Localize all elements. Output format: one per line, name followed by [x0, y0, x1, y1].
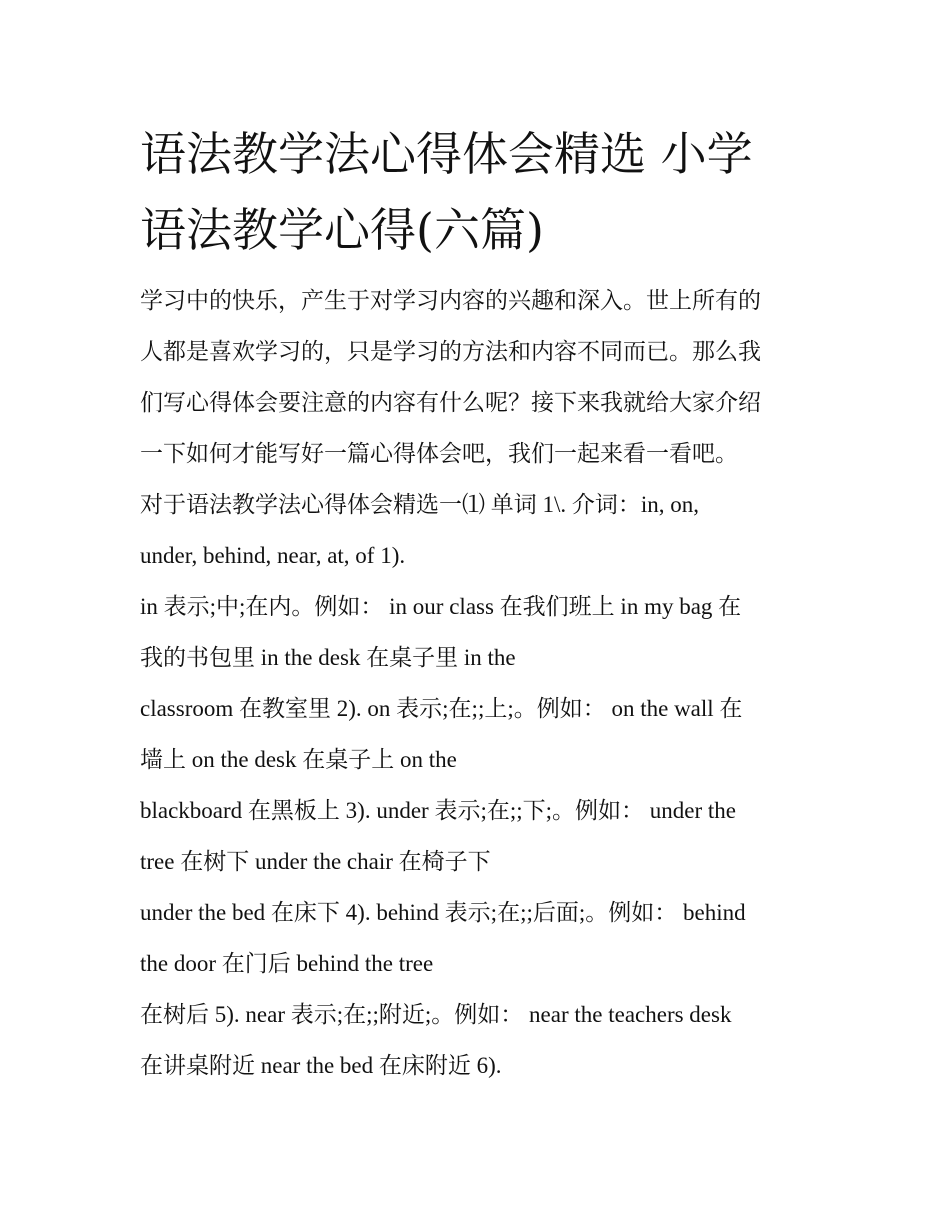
body-line: 在讲桌附近 near the bed 在床附近 6).: [140, 1053, 502, 1078]
body-line: under, behind, near, at, of 1).: [140, 543, 406, 568]
document-title: [140, 116, 830, 268]
body-line: 在树后 5). near 表示;在;;附近;。例如： near the teachers desk: [140, 1002, 732, 1027]
body-line: 们写心得体会要注意的内容有什么呢？接下来我就给大家介绍: [140, 390, 761, 415]
body-line: classroom 在教室里 2). on 表示;在;;上;。例如： on the wall 在: [140, 696, 743, 721]
body-line: 墙上 on the desk 在桌子上 on the: [140, 747, 457, 772]
body-line: 我的书包里 in the desk 在桌子里 in the: [140, 645, 516, 670]
body-line: 对于语法教学法心得体会精选一⑴ 单词 1\. 介词：in, on,: [140, 492, 700, 517]
body-line: in 表示;中;在内。例如： in our class 在我们班上 in my bag 在: [140, 594, 742, 619]
body-line: blackboard 在黑板上 3). under 表示;在;;下;。例如： under the: [140, 798, 736, 823]
title-line-2: 语法教学心得(六篇): [140, 203, 544, 257]
body-line: under the bed 在床下 4). behind 表示;在;;后面;。例如： behind: [140, 900, 746, 925]
title-line-1: 语法教学法心得体会精选 小学: [140, 127, 753, 181]
body-line: tree 在树下 under the chair 在椅子下: [140, 849, 491, 874]
body-line: 学习中的快乐，产生于对学习内容的兴趣和深入。世上所有的: [140, 288, 761, 313]
body-line: the door 在门后 behind the tree: [140, 951, 434, 976]
document-body: [140, 275, 830, 1091]
body-line: 人都是喜欢学习的，只是学习的方法和内容不同而已。那么我: [140, 339, 761, 364]
body-line: 一下如何才能写好一篇心得体会吧，我们一起来看一看吧。: [140, 441, 738, 466]
